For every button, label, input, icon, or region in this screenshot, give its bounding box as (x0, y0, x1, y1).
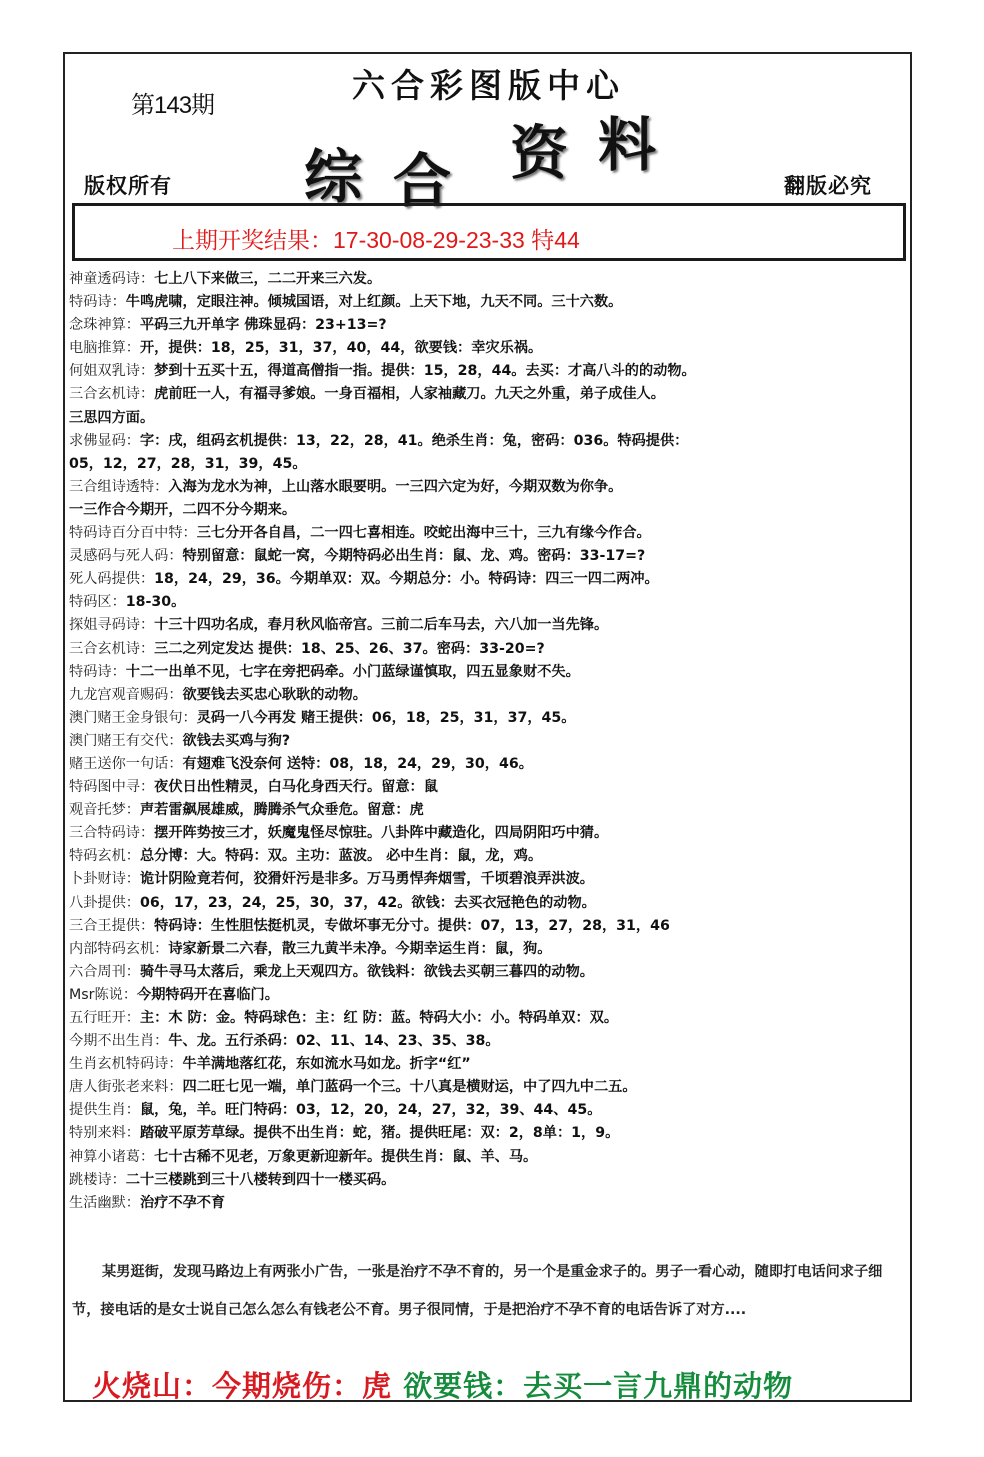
info-line (69, 799, 914, 822)
info-line (69, 961, 914, 984)
info-line (69, 753, 914, 776)
info-line (69, 383, 914, 406)
banner-green: 欲要钱：去买一言九鼎的动物 (403, 1369, 794, 1403)
info-line (69, 1122, 914, 1145)
line-content: 有翅难飞没奈何 送特：08，18，24，29，30，46。 (182, 755, 533, 772)
line-content: 欲要钱去买忠心耿耿的动物。 (182, 686, 367, 703)
line-label: 观音托梦： (69, 802, 140, 819)
line-label: 三合特码诗： (69, 825, 155, 842)
info-line (69, 1007, 914, 1030)
line-label: 九龙宫观音赐码： (69, 686, 183, 703)
copyright-left: 版权所有 (84, 173, 172, 198)
humor-story (72, 1253, 892, 1329)
line-content: 18-30。 (125, 594, 186, 611)
line-label: 唐人街张老来料： (69, 1079, 183, 1096)
line-label: 赌王送你一句话： (69, 755, 183, 772)
line-label: 五行旺开： (69, 1010, 140, 1026)
line-label: 六合周刊： (69, 963, 140, 980)
info-line (69, 614, 914, 637)
line-content: 三思四方面。 (69, 409, 155, 426)
info-line (69, 545, 914, 568)
info-line (69, 430, 914, 453)
info-lines (69, 268, 914, 1215)
line-content: 一三作合今期开，二四不分今期来。 (69, 501, 297, 518)
big-title-char-2: 合 (393, 147, 452, 215)
bottom-banner (92, 1364, 793, 1405)
line-content: 牛鸣虎啸，定眼注神。倾城国语，对上红颜。上天下地，九天不同。三十六数。 (125, 294, 623, 311)
line-label: 今期不出生肖： (69, 1033, 169, 1050)
line-content: 主：木 防：金。特码球色：主：红 防：蓝。特码大小：小。特码单双：双。 (139, 1010, 619, 1026)
line-label: 特码图中寻： (69, 779, 155, 796)
line-label: 卜卦财诗： (69, 871, 140, 888)
line-label: 特别来料： (69, 1125, 140, 1142)
line-label: 生肖玄机特码诗： (69, 1056, 183, 1073)
info-line (69, 1099, 914, 1122)
line-content: 夜伏日出性精灵，白马化身西天行。留意：鼠 (154, 779, 438, 796)
info-line (69, 499, 914, 522)
line-label: 跳楼诗： (69, 1171, 126, 1188)
info-line (69, 892, 914, 915)
info-line (69, 337, 914, 360)
line-content: 灵码一八今再发 赌王提供：06，18，25，31，37，45。 (196, 709, 576, 726)
info-line (69, 453, 914, 476)
line-content: 虎前旺一人，有福寻爹娘。一身百福相，人家袖藏刀。九天之外重，弟子成佳人。 (154, 386, 665, 403)
info-line (69, 591, 914, 614)
line-label: 死人码提供： (69, 571, 155, 588)
line-content: 四二旺七见一端，单门蓝码一个三。十八真是横财运，中了四九中二五。 (182, 1079, 637, 1096)
line-content: 三七分开各自昌，二一四七喜相连。咬蛇出海中三十，三九有缘今作合。 (196, 525, 651, 542)
result-label: 上期开奖结果： (172, 227, 333, 253)
line-content: 入海为龙水为神，上山落水眼要明。一三四六定为好，今期双数为你争。 (168, 478, 623, 495)
info-line (69, 1192, 914, 1215)
info-line (69, 776, 914, 799)
line-label: 八卦提供： (69, 894, 140, 911)
line-content: 骑牛寻马太落后，乘龙上天观四方。欲钱料：欲钱去买朝三暮四的动物。 (139, 963, 594, 980)
line-label: 澳门赌王金身银句： (69, 709, 197, 726)
info-line (69, 638, 914, 661)
info-line (69, 1030, 914, 1053)
line-content: 特别留意：鼠蛇一窝，今期特码必出生肖：鼠、龙、鸡。密码：33-17=? (182, 548, 646, 565)
line-label: 三合组诗透特： (69, 478, 169, 495)
line-content: 平码三九开单字 佛珠显码：23+13=? (139, 317, 387, 334)
line-content: 牛羊满地落红花，东如流水马如龙。折字“红” (182, 1056, 471, 1073)
line-label: 内部特码玄机： (69, 940, 169, 957)
big-title-char-1: 综 (304, 143, 363, 211)
line-content: 欲钱去买鸡与狗? (182, 732, 291, 749)
line-content: 牛、龙。五行杀码：02、11、14、23、35、38。 (168, 1033, 500, 1050)
info-line (69, 476, 914, 499)
line-content: 声若雷飙展雄威，腾腾杀气众垂危。留意：虎 (139, 802, 424, 819)
result-special: 特44 (531, 227, 580, 253)
center-title: 六合彩图版中心 (352, 66, 625, 105)
info-line (69, 1146, 914, 1169)
info-line (69, 314, 914, 337)
info-line (69, 938, 914, 961)
line-content: 十二一出单不见，七字在旁把码牵。小门蓝绿谨慎取，四五显象财不失。 (125, 663, 580, 680)
info-line (69, 522, 914, 545)
line-label: 生活幽默： (69, 1194, 140, 1211)
info-line (69, 661, 914, 684)
line-label: Msr陈说： (69, 986, 138, 1003)
info-line (69, 684, 914, 707)
line-label: 求佛显码： (69, 432, 140, 449)
line-content: 05，12，27，28，31，39，45。 (69, 455, 307, 472)
line-label: 特码诗： (69, 294, 126, 311)
line-label: 特码玄机： (69, 848, 140, 865)
line-label: 念珠神算： (69, 317, 140, 334)
line-content: 字：戌，组码玄机提供：13，22，28，41。绝杀生肖：兔，密码：036。特码提供： (139, 432, 689, 449)
line-label: 澳门赌王有交代： (69, 732, 183, 749)
line-label: 特码诗： (69, 663, 126, 680)
banner-red: 火烧山：今期烧伤：虎 (92, 1369, 393, 1403)
line-content: 开，提供：18，25，31，37，40，44，欲要钱：幸灾乐祸。 (139, 340, 543, 357)
line-content: 18，24，29，36。今期单双：双。今期总分：小。特码诗：四三一四二两冲。 (154, 571, 659, 588)
line-content: 梦到十五买十五，得道高僧指一指。提供：15，28，44。去买：才高八斗的的动物。 (154, 363, 696, 380)
line-content: 七十古稀不见老，万象更新迎新年。提供生肖：鼠、羊、马。 (154, 1148, 538, 1165)
line-label: 三合玄机诗： (69, 640, 155, 657)
line-content: 今期特码开在喜临门。 (137, 986, 279, 1003)
info-line (69, 1169, 914, 1192)
line-content: 三二之列定发达 提供：18、25、26、37。密码：33-20=? (154, 640, 545, 657)
line-label: 神算小诸葛： (69, 1148, 155, 1165)
line-label: 何姐双乳诗： (69, 363, 155, 380)
line-content: 诡计阴险竟若何，狡猾奸污是非多。万马勇悍奔烟雪，千顷碧浪弄洪波。 (139, 871, 594, 888)
line-label: 灵感码与死人码： (69, 548, 183, 565)
info-line (69, 407, 914, 430)
story-paragraph: 某男逛街，发现马路边上有两张小广告，一张是治疗不孕不育的，另一个是重金求子的。男子一看心动，随即打电话问求子细节，接电话的是女士说自己怎么怎么有钱老公不育。男子很同情，于是把治疗不孕不育的电话告诉了对方.... (72, 1264, 883, 1318)
line-content: 诗家新景二六春，散三九黄半未净。今期幸运生肖：鼠，狗。 (168, 940, 552, 957)
result-numbers: 17-30-08-29-23-33 (333, 227, 525, 253)
line-content: 踏破平原芳草绿。提供不出生肖：蛇，猪。提供旺尾：双：2，8单：1，9。 (139, 1125, 620, 1142)
line-content: 治疗不孕不育 (139, 1194, 226, 1211)
info-line (69, 868, 914, 891)
info-line (69, 568, 914, 591)
info-line (69, 268, 914, 291)
issue-number: 第143期 (131, 92, 215, 119)
line-label: 特码区： (69, 594, 126, 611)
big-title-char-3: 资 (510, 119, 569, 187)
line-content: 鼠，兔，羊。旺门特码：03，12，20，24，27，32，39、44、45。 (139, 1102, 602, 1119)
last-result (172, 222, 580, 255)
line-label: 探姐寻码诗： (69, 617, 155, 634)
line-content: 06，17，23，24，25，30，37，42。欲钱：去买衣冠艳色的动物。 (139, 894, 596, 911)
line-content: 七上八下来做三，二二开来三六发。 (154, 271, 382, 287)
line-content: 十三十四功名成，春月秋风临帝宫。三前二后车马去，六八加一当先锋。 (154, 617, 609, 634)
info-line (69, 730, 914, 753)
line-label: 提供生肖： (69, 1102, 140, 1119)
line-label: 特码诗百分百中特： (69, 525, 197, 542)
line-content: 二十三楼跳到三十八楼转到四十一楼买码。 (125, 1171, 396, 1188)
info-line (69, 360, 914, 383)
info-line (69, 1076, 914, 1099)
line-label: 神童透码诗： (69, 271, 155, 287)
copyright-right: 翻版必究 (784, 173, 872, 198)
info-line (69, 1053, 914, 1076)
info-line (69, 915, 914, 938)
big-title-char-4: 料 (598, 111, 657, 179)
line-label: 三合玄机诗： (69, 386, 155, 403)
line-label: 三合王提供： (69, 917, 155, 934)
info-line (69, 822, 914, 845)
line-content: 总分博：大。特码：双。主功：蓝波。 必中生肖：鼠，龙，鸡。 (139, 848, 543, 865)
info-line (69, 984, 914, 1007)
line-content: 特码诗：生性胆怯挺机灵，专做坏事无分寸。提供：07，13，27，28，31，46 (154, 917, 670, 934)
line-label: 电脑推算： (69, 340, 140, 357)
info-line (69, 291, 914, 314)
line-content: 摆开阵势按三才，妖魔鬼怪尽惊驻。八卦阵中藏造化，四局阴阳巧中猜。 (154, 825, 609, 842)
info-line (69, 845, 914, 868)
info-line (69, 707, 914, 730)
